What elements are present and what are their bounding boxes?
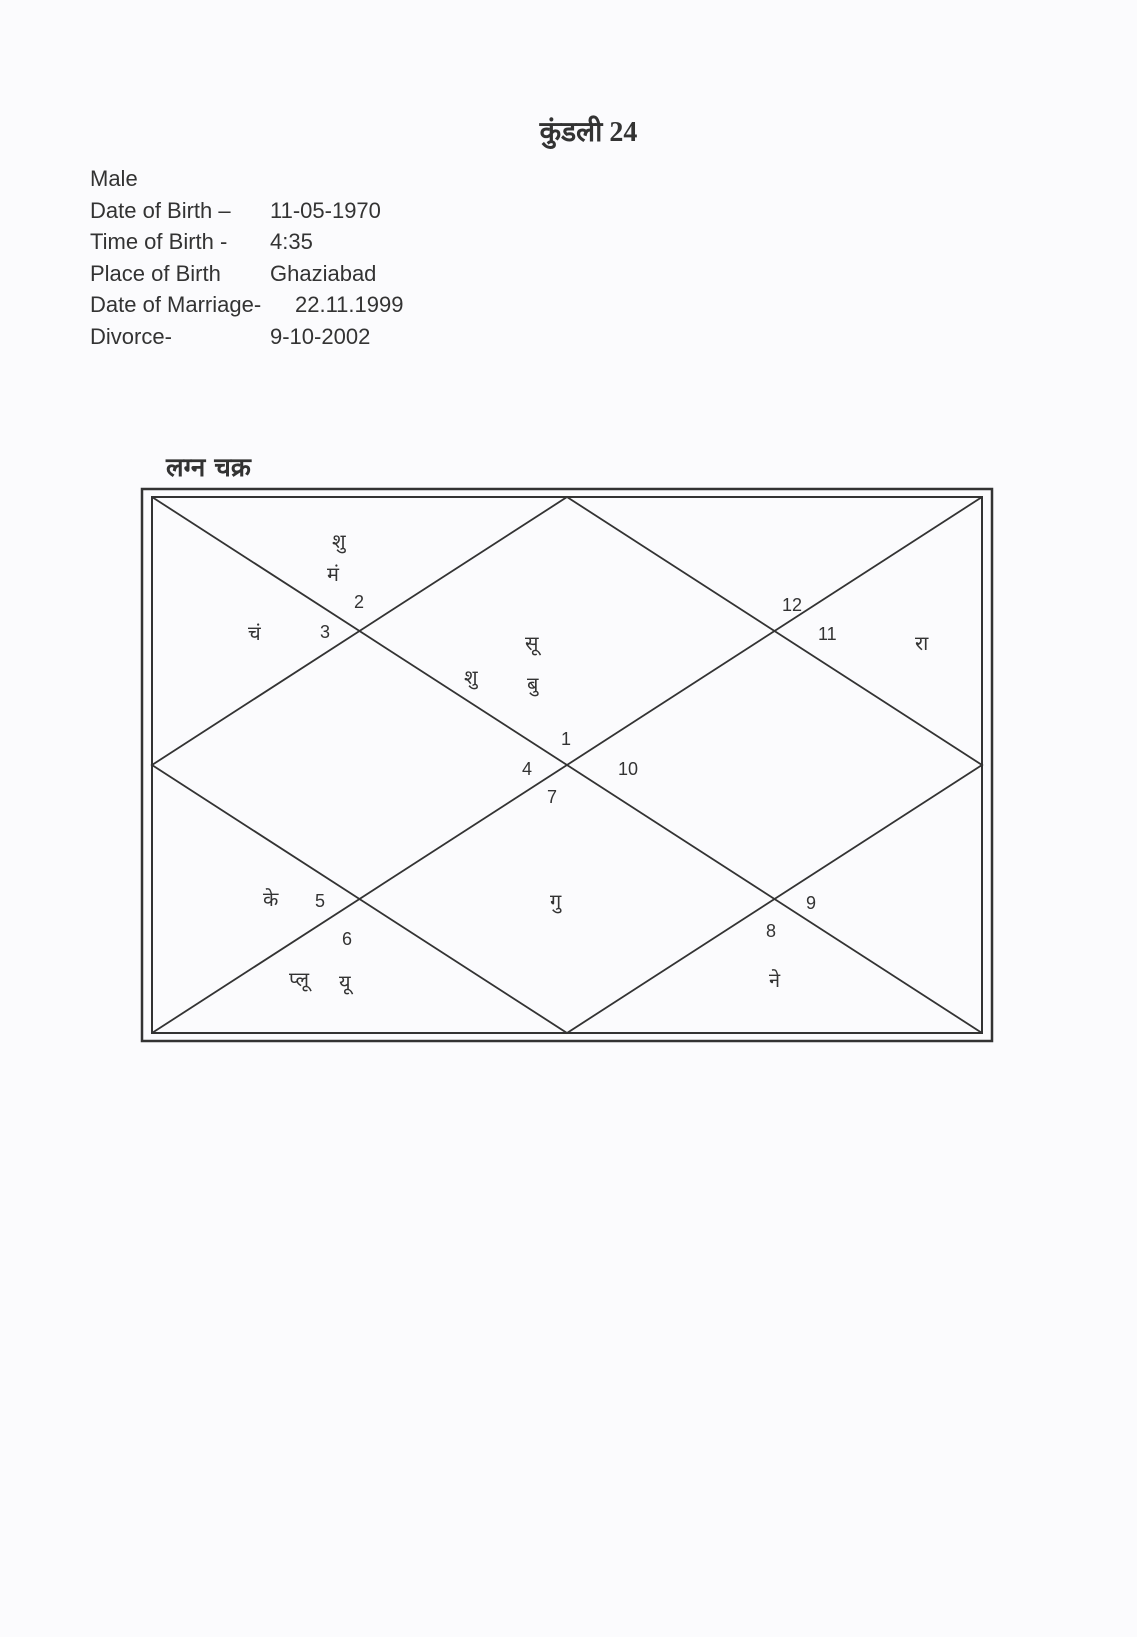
house-number-9: 9 (806, 893, 817, 913)
house-number-1: 1 (561, 729, 572, 749)
planet-label: ने (769, 968, 781, 992)
planet-label: शु (332, 529, 346, 553)
planet-label: मं (327, 562, 339, 586)
planet-label: चं (248, 621, 261, 645)
planet-label: शु (464, 665, 478, 689)
planet-label: रा (915, 631, 929, 655)
dob-label: Date of Birth – (90, 197, 231, 223)
planet-label: गु (550, 889, 562, 913)
planet-label: सू (525, 631, 539, 655)
marriage-value: 22.11.1999 (295, 292, 404, 317)
tob-value: 4:35 (270, 229, 313, 254)
house-number-5: 5 (315, 891, 326, 911)
planet-label: के (263, 887, 279, 911)
dob-value: 11-05-1970 (270, 197, 381, 223)
tob-label: Time of Birth - (90, 229, 228, 254)
house-number-11: 11 (818, 624, 837, 644)
marriage-label: Date of Marriage- (90, 292, 262, 317)
planet-label: प्लू (289, 967, 310, 991)
planet-label: यू (339, 970, 351, 994)
pob-label: Place of Birth (90, 260, 221, 286)
planet-label: बु (527, 672, 539, 696)
divorce-label: Divorce- (90, 323, 172, 349)
house-number-7: 7 (547, 787, 558, 807)
house-number-3: 3 (320, 622, 331, 642)
house-number-12: 12 (782, 595, 803, 615)
house-number-4: 4 (522, 759, 533, 779)
house-number-2: 2 (354, 592, 365, 612)
pob-value: Ghaziabad (270, 260, 377, 286)
divorce-value: 9-10-2002 (270, 323, 371, 349)
house-number-8: 8 (766, 921, 777, 941)
house-number-10: 10 (618, 759, 639, 779)
gender-label: Male (90, 166, 138, 191)
page-title: कुंडली 24 (539, 117, 638, 148)
chart-title: लग्न चक्र (166, 453, 251, 483)
house-number-6: 6 (342, 929, 353, 949)
